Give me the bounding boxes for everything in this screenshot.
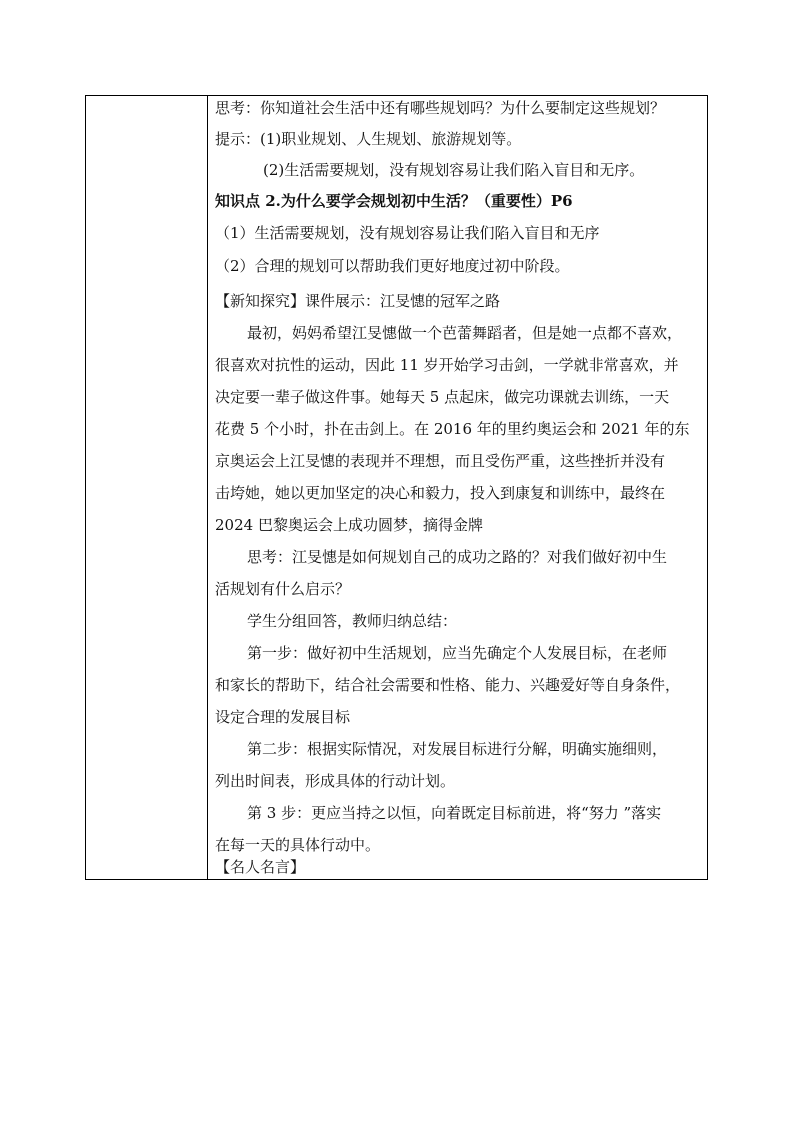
famous-quotes-heading: 【名人名言】 (215, 858, 306, 876)
point-1: （1）生活需要规划，没有规划容易让我们陷入盲目和无序 (215, 224, 600, 242)
story-line-4: 花费 5 个小时，扑在击剑上。在 2016 年的里约奥运会和 2021 年的东 (215, 420, 690, 438)
group-answer: 学生分组回答，教师归纳总结： (247, 612, 458, 630)
explore-heading: 【新知探究】课件展示：江旻憓的冠军之路 (215, 292, 501, 310)
story-line-7: 2024 巴黎奥运会上成功圆梦，摘得金牌 (215, 516, 483, 534)
step-1-line-3: 设定合理的发展目标 (215, 708, 351, 726)
story-line-2: 很喜欢对抗性的运动，因此 11 岁开始学习击剑，一学就非常喜欢，并 (215, 356, 679, 374)
step-3-line-1: 第 3 步：更应当持之以恒，向着既定目标前进，将“努力 ”落实 (247, 804, 662, 822)
step-2-line-2: 列出时间表，形成具体的行动计划。 (215, 772, 456, 790)
story-line-6: 击垮她，她以更加坚定的决心和毅力，投入到康复和训练中，最终在 (215, 484, 666, 502)
step-1-line-2: 和家长的帮助下，结合社会需要和性格、能力、兴趣爱好等自身条件， (215, 676, 681, 694)
think-question: 思考：你知道社会生活中还有哪些规划吗？为什么要制定这些规划？ (215, 99, 666, 117)
column-divider (207, 96, 208, 879)
hint-1: 提示：(1)职业规划、人生规划、旅游规划等。 (215, 130, 522, 148)
story-line-5: 京奥运会上江旻憓的表现并不理想，而且受伤严重，这些挫折并没有 (215, 452, 666, 470)
think-question-2-cont: 活规划有什么启示？ (215, 580, 351, 598)
lesson-table (85, 95, 708, 880)
step-1-line-1: 第一步：做好初中生活规划，应当先确定个人发展目标，在老师 (247, 644, 668, 662)
think-question-2: 思考：江旻憓是如何规划自己的成功之路的？对我们做好初中生 (247, 548, 668, 566)
story-line-3: 决定要一辈子做这件事。她每天 5 点起床，做完功课就去训练，一天 (215, 388, 670, 406)
hint-2: (2)生活需要规划，没有规划容易让我们陷入盲目和无序。 (263, 161, 645, 179)
knowledge-point-heading: 知识点 2.为什么要学会规划初中生活？（重要性）P6 (215, 192, 573, 210)
step-2-line-1: 第二步：根据实际情况，对发展目标进行分解，明确实施细则， (247, 740, 668, 758)
point-2: （2）合理的规划可以帮助我们更好地度过初中阶段。 (215, 257, 570, 275)
step-3-line-2: 在每一天的具体行动中。 (215, 836, 381, 854)
story-line-1: 最初，妈妈希望江旻憓做一个芭蕾舞蹈者，但是她一点都不喜欢， (247, 324, 683, 342)
